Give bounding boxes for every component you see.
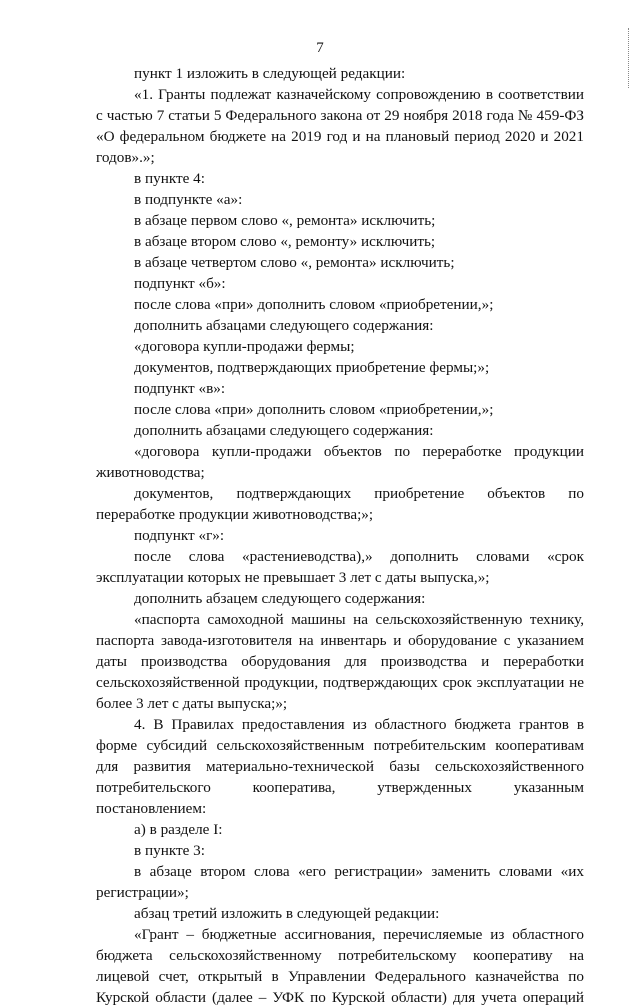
paragraph: в пункте 4: <box>134 170 205 187</box>
paragraph: после слова «при» дополнить словом «приобретении,»; <box>134 401 494 418</box>
paragraph: после слова «при» дополнить словом «приобретении,»; <box>134 296 494 313</box>
document-body <box>96 63 584 1008</box>
page-number: 7 <box>316 40 324 56</box>
paragraph: документов, подтверждающих приобретение фермы;»; <box>134 359 490 376</box>
paragraph: подпункт «г»: <box>134 527 225 544</box>
paragraph: дополнить абзацем следующего содержания: <box>134 590 426 607</box>
paragraph: а) в разделе I: <box>134 821 223 838</box>
paragraph: в подпункте «а»: <box>134 191 243 208</box>
paragraph: пункт 1 изложить в следующей редакции: <box>134 65 406 82</box>
paragraph: после слова «растениеводства),» дополнить словами «срок эксплуатации которых не превышает 3 лет с даты выпуска,»; <box>96 548 584 586</box>
paragraph: документов, подтверждающих приобретение объектов по переработке продукции животноводства;»; <box>96 485 584 523</box>
paragraph: «договора купли-продажи фермы; <box>134 338 355 355</box>
paragraph: «Грант – бюджетные ассигнования, перечисляемые из областного бюджета сельскохозяйственному потребительскому кооперативу на лицевой счет, открытый в Управлении Федерального казначейства по Курской области (далее – УФК по Курской области) для учета операций <box>96 926 584 1006</box>
paragraph: «1. Гранты подлежат казначейскому сопровождению в соответствии с частью 7 статьи 5 Федерального закона от 29 ноября 2018 года № 459-ФЗ «О федеральном бюджете на 2019 год и на плановый период 2020 и 2021 годов».»; <box>96 86 584 166</box>
paragraph: в абзаце втором слово «, ремонту» исключить; <box>134 233 436 250</box>
paragraph: абзац третий изложить в следующей редакции: <box>134 905 440 922</box>
paragraph: в абзаце первом слово «, ремонта» исключить; <box>134 212 436 229</box>
paragraph: 4. В Правилах предоставления из областного бюджета грантов в форме субсидий сельскохозяйственным потребительским кооперативам для развития материально-технической базы сельскохозяйственного потребительского кооператива, утвержденных указанным постановлением: <box>96 716 584 817</box>
paragraph: в абзаце четвертом слово «, ремонта» исключить; <box>134 254 455 271</box>
paragraph: «паспорта самоходной машины на сельскохозяйственную технику, паспорта завода-изготовителя на инвентарь и оборудование с указанием даты производства оборудования для производства и переработки сельскохозяйственной продукции, подтверждающих срок эксплуатации не более 3 лет с даты выпуска;»; <box>96 611 584 712</box>
paragraph: в пункте 3: <box>134 842 205 859</box>
paragraph: «договора купли-продажи объектов по переработке продукции животноводства; <box>96 443 584 481</box>
paragraph: дополнить абзацами следующего содержания: <box>134 317 434 334</box>
paragraph: дополнить абзацами следующего содержания: <box>134 422 434 439</box>
paragraph: подпункт «в»: <box>134 380 226 397</box>
margin-scan-mark <box>628 28 632 88</box>
paragraph: подпункт «б»: <box>134 275 226 292</box>
paragraph: в абзаце втором слова «его регистрации» заменить словами «их регистрации»; <box>96 863 584 901</box>
